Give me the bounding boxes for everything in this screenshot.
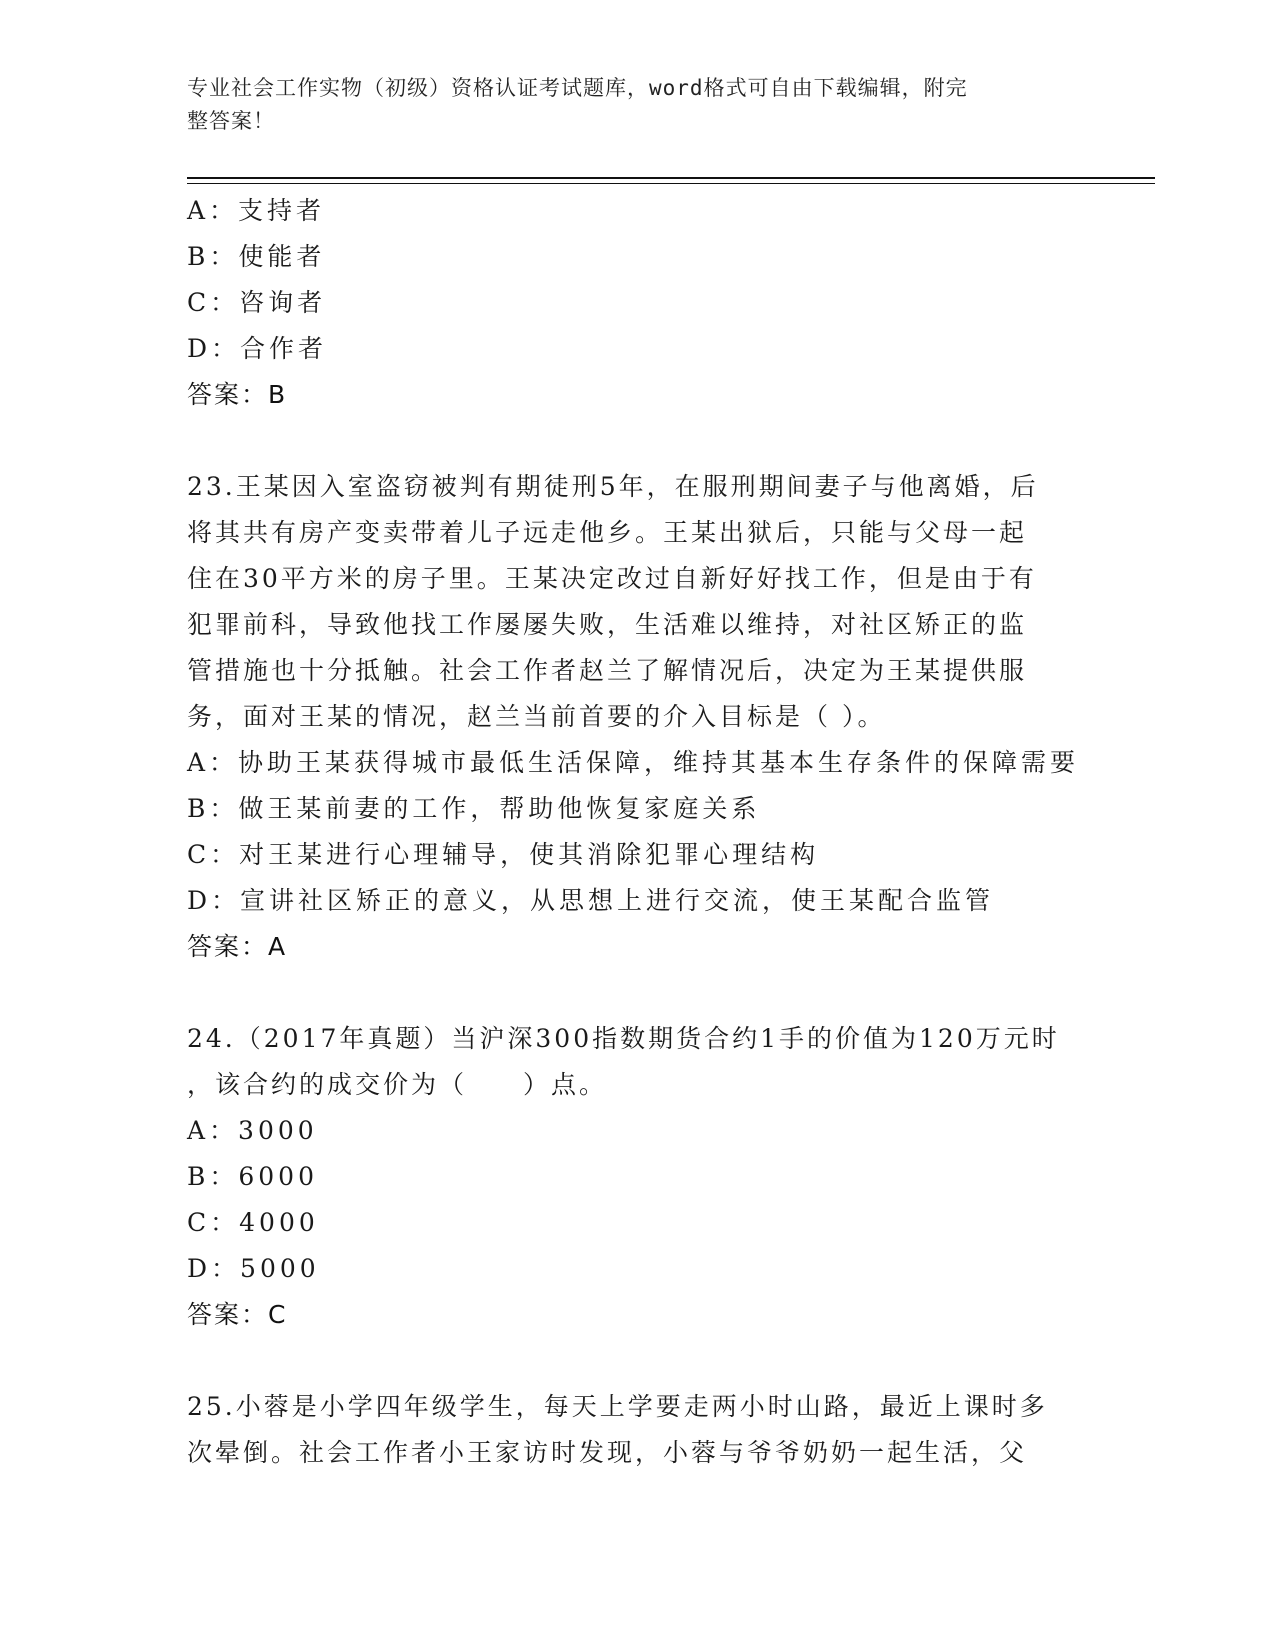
option-a: A：3000 bbox=[187, 1116, 318, 1145]
question-text-line: 24.（2017年真题）当沪深300指数期货合约1手的价值为120万元时 bbox=[187, 1024, 1060, 1053]
question-text-line: 将其共有房产变卖带着儿子远走他乡。王某出狱后，只能与父母一起 bbox=[187, 518, 1028, 547]
spacer bbox=[187, 1338, 1087, 1384]
answer-line: 答案：A bbox=[187, 932, 288, 961]
question-23 bbox=[187, 464, 1087, 970]
question-text-line: 犯罪前科，导致他找工作屡屡失败，生活难以维持，对社区矫正的监 bbox=[187, 610, 1028, 639]
option-c: C：对王某进行心理辅导，使其消除犯罪心理结构 bbox=[187, 840, 820, 869]
answer-line: 答案：C bbox=[187, 1300, 288, 1329]
header-line-2: 整答案！ bbox=[187, 109, 275, 133]
spacer bbox=[187, 970, 1087, 1016]
spacer bbox=[187, 418, 1087, 464]
option-b: B：使能者 bbox=[187, 242, 326, 271]
question-22 bbox=[187, 188, 1087, 418]
document-header bbox=[187, 72, 1077, 138]
option-d: D：5000 bbox=[187, 1254, 320, 1283]
header-line-1: 专业社会工作实物（初级）资格认证考试题库，word格式可自由下载编辑，附完 bbox=[187, 76, 968, 100]
question-24 bbox=[187, 1016, 1087, 1338]
question-text-line: 务，面对王某的情况，赵兰当前首要的介入目标是（ ）。 bbox=[187, 702, 886, 731]
header-rule-thick bbox=[187, 177, 1155, 179]
question-text-line: 25.小蓉是小学四年级学生，每天上学要走两小时山路，最近上课时多 bbox=[187, 1392, 1048, 1421]
question-text-line: 住在30平方米的房子里。王某决定改过自新好好找工作，但是由于有 bbox=[187, 564, 1037, 593]
option-d: D：宣讲社区矫正的意义，从思想上进行交流，使王某配合监管 bbox=[187, 886, 995, 915]
option-a: A：协助王某获得城市最低生活保障，维持其基本生存条件的保障需要 bbox=[187, 748, 1080, 777]
option-b: B：做王某前妻的工作，帮助他恢复家庭关系 bbox=[187, 794, 761, 823]
question-text-line: 次晕倒。社会工作者小王家访时发现，小蓉与爷爷奶奶一起生活，父 bbox=[187, 1438, 1028, 1467]
question-content bbox=[187, 188, 1087, 1476]
option-c: C：4000 bbox=[187, 1208, 319, 1237]
question-text-line: ，该合约的成交价为（ ）点。 bbox=[187, 1070, 608, 1099]
header-rule-thin bbox=[187, 183, 1155, 184]
question-text-line: 管措施也十分抵触。社会工作者赵兰了解情况后，决定为王某提供服 bbox=[187, 656, 1028, 685]
option-a: A：支持者 bbox=[187, 196, 326, 225]
question-25 bbox=[187, 1384, 1087, 1476]
question-text-line: 23.王某因入室盗窃被判有期徒刑5年，在服刑期间妻子与他离婚，后 bbox=[187, 472, 1039, 501]
answer-line: 答案：B bbox=[187, 380, 288, 409]
option-c: C：咨询者 bbox=[187, 288, 327, 317]
option-d: D：合作者 bbox=[187, 334, 328, 363]
option-b: B：6000 bbox=[187, 1162, 318, 1191]
